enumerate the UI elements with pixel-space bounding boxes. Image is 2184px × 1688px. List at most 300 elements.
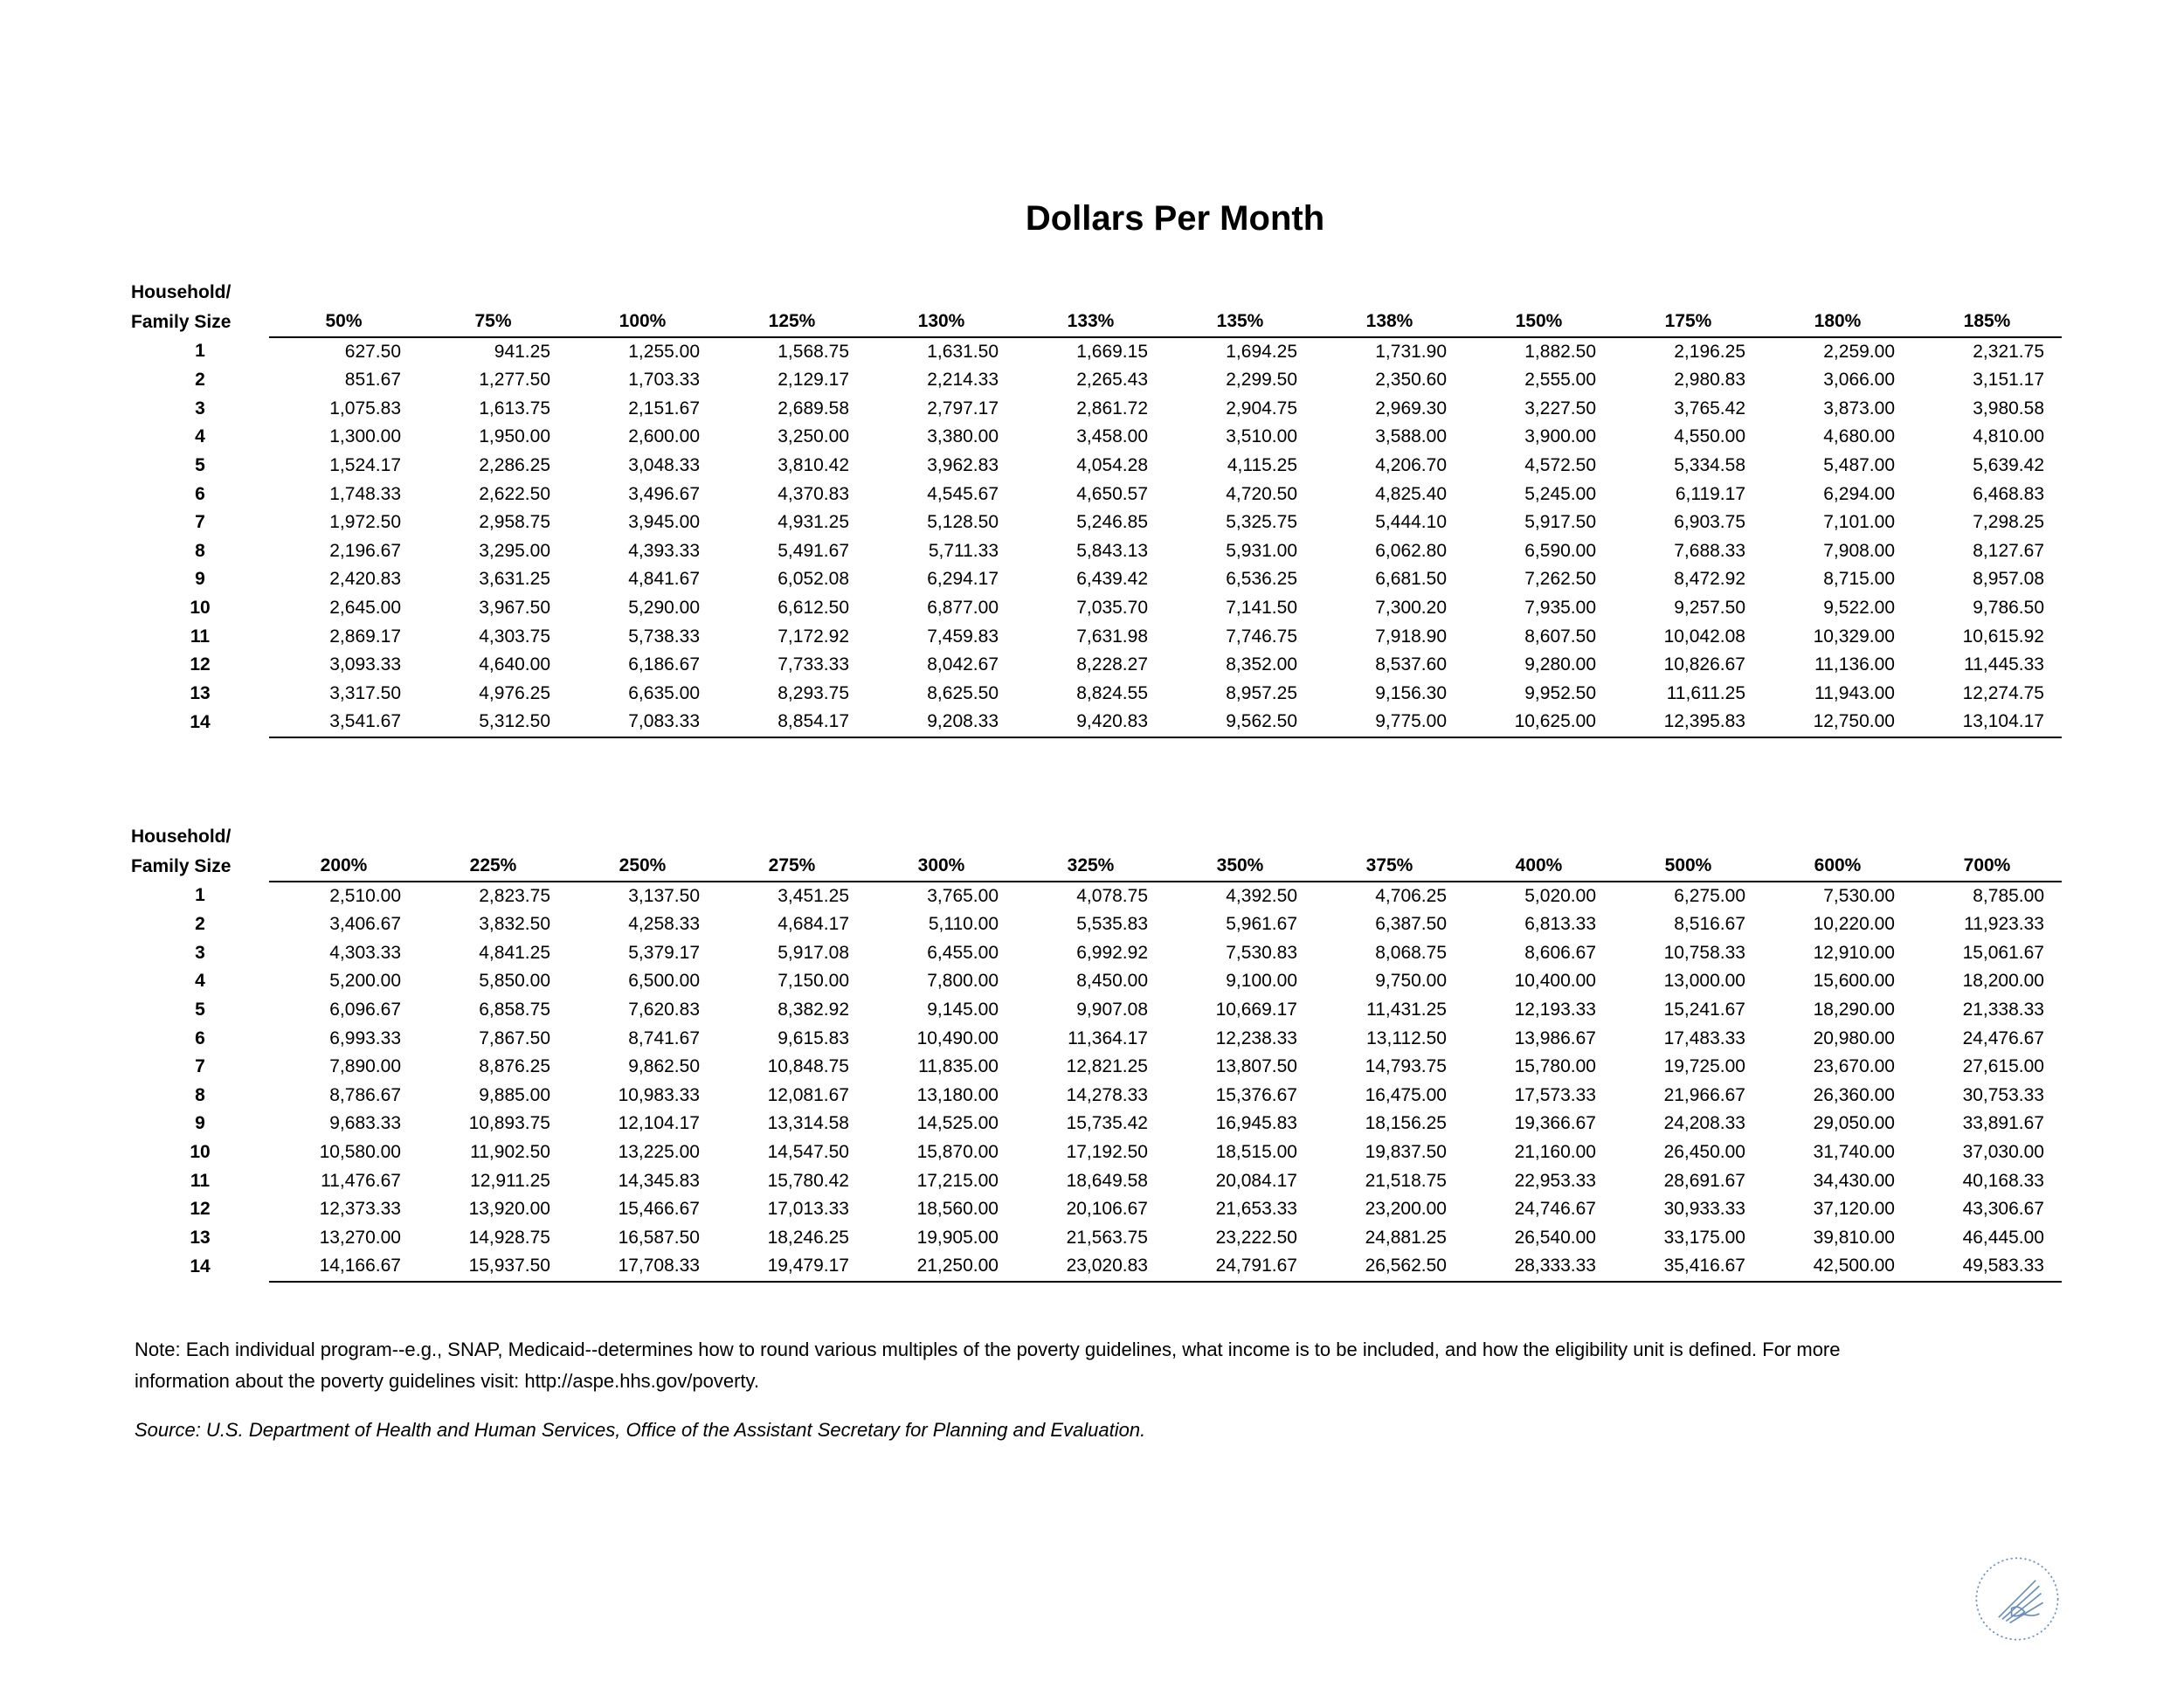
value-cell: 10,329.00 [1813,626,1895,647]
value-cell: 26,540.00 [1514,1227,1596,1248]
value-cell: 26,562.50 [1315,1252,1464,1282]
value-cell: 12,238.33 [1215,1027,1297,1048]
value-cell: 14,928.75 [468,1227,550,1248]
value-cell: 3,458.00 [1076,426,1148,447]
value-cell: 7,867.50 [479,1027,550,1048]
value-cell: 20,084.17 [1215,1170,1297,1191]
value-cell: 8,068.75 [1375,942,1447,963]
value-cell: 5,917.50 [1524,512,1596,533]
value-cell: 3,066.00 [1823,370,1895,391]
value-cell: 22,953.33 [1514,1170,1596,1191]
value-cell: 10,615.92 [1962,626,2044,647]
value-cell: 23,200.00 [1365,1199,1447,1220]
value-cell: 15,735.42 [1066,1113,1148,1134]
value-cell: 7,298.25 [1973,512,2044,533]
value-cell: 5,246.85 [1076,512,1148,533]
value-cell: 4,054.28 [1076,454,1148,475]
value-cell: 3,093.33 [329,654,401,675]
value-cell: 12,081.67 [767,1084,849,1105]
value-cell: 13,270.00 [319,1227,401,1248]
value-cell: 8,293.75 [778,682,849,703]
family-size-cell: 13 [190,1227,211,1248]
value-cell: 19,479.17 [717,1252,867,1282]
value-cell: 9,885.00 [479,1084,550,1105]
value-cell: 3,541.67 [269,708,418,737]
value-cell: 12,104.17 [618,1113,700,1134]
value-cell: 10,669.17 [1215,999,1297,1020]
value-cell: 23,222.50 [1215,1227,1297,1248]
value-cell: 9,522.00 [1823,597,1895,618]
value-cell: 20,980.00 [1813,1027,1895,1048]
value-cell: 24,476.67 [1962,1027,2044,1048]
value-cell: 23,670.00 [1813,1056,1895,1077]
table-row [131,1025,2062,1054]
note-line-1: Note: Each individual program--e.g., SNAP, Medicaid--determines how to round various multiples of the poverty guidelines, what income is to be included, and how the eligibility unit is defined. For more [135,1339,1841,1360]
value-cell: 15,870.00 [916,1141,999,1162]
value-cell: 1,731.90 [1375,341,1447,362]
family-size-cell: 12 [190,1199,211,1220]
value-cell: 12,911.25 [470,1170,550,1191]
value-cell: 11,943.00 [1814,682,1895,703]
value-cell: 7,035.70 [1076,597,1148,618]
value-cell: 15,466.67 [618,1199,700,1220]
value-cell: 6,275.00 [1674,885,1745,906]
value-cell: 4,841.67 [628,569,700,590]
value-cell: 8,876.25 [479,1056,550,1077]
value-cell: 19,725.00 [1663,1056,1745,1077]
family-size-cell: 10 [190,1141,211,1162]
value-cell: 8,785.00 [1973,885,2044,906]
poverty-table-2 [131,822,2062,1283]
value-cell: 4,206.70 [1375,454,1447,475]
value-cell: 9,615.83 [778,1027,849,1048]
value-cell: 33,891.67 [1962,1113,2044,1134]
value-cell: 15,780.00 [1514,1056,1596,1077]
value-cell: 3,137.50 [628,885,700,906]
family-size-cell: 14 [190,1256,211,1276]
table-row [131,882,2062,911]
value-cell: 7,083.33 [568,708,717,737]
value-cell: 2,600.00 [628,426,700,447]
value-cell: 4,545.67 [927,483,999,504]
value-cell: 2,510.00 [329,885,401,906]
value-cell: 5,843.13 [1076,540,1148,561]
value-cell: 31,740.00 [1813,1141,1895,1162]
value-cell: 6,612.50 [778,597,849,618]
value-cell: 10,220.00 [1813,914,1895,935]
value-cell: 2,299.50 [1226,370,1297,391]
value-cell: 14,166.67 [269,1252,418,1282]
value-cell: 13,986.67 [1514,1027,1596,1048]
table-row [131,708,2062,737]
family-size-cell: 2 [195,914,205,935]
value-cell: 10,893.75 [468,1113,550,1134]
value-cell: 2,321.75 [1973,341,2044,362]
value-cell: 14,345.83 [618,1170,700,1191]
value-cell: 8,786.67 [329,1084,401,1105]
value-cell: 11,431.25 [1366,999,1447,1020]
family-size-cell: 9 [195,1113,205,1134]
family-size-cell: 8 [195,1084,205,1105]
family-size-cell: 7 [195,1056,205,1077]
value-cell: 4,078.75 [1076,885,1148,906]
value-cell: 5,738.33 [628,626,700,647]
value-cell: 5,379.17 [628,942,700,963]
column-header: 275% [717,852,867,882]
row-header-label-top: Household/ [131,827,232,847]
column-header: 225% [418,852,568,882]
value-cell: 4,550.00 [1674,426,1745,447]
value-cell: 2,904.75 [1226,398,1297,419]
note-text [135,1334,2074,1397]
column-header: 300% [867,852,1016,882]
value-cell: 7,746.75 [1226,626,1297,647]
value-cell: 6,455.00 [927,942,999,963]
value-cell: 7,172.92 [778,626,849,647]
value-cell: 18,156.25 [1365,1113,1447,1134]
table-row [131,395,2062,424]
value-cell: 1,568.75 [778,341,849,362]
value-cell: 30,933.33 [1663,1199,1745,1220]
table-row [131,423,2062,452]
value-cell: 5,325.75 [1226,512,1297,533]
value-cell: 9,280.00 [1524,654,1596,675]
value-cell: 5,850.00 [479,971,550,992]
family-size-cell: 12 [190,654,211,675]
table-row [131,1167,2062,1196]
value-cell: 6,052.08 [778,569,849,590]
value-cell: 19,837.50 [1365,1141,1447,1162]
value-cell: 6,590.00 [1524,540,1596,561]
value-cell: 9,907.08 [1076,999,1148,1020]
value-cell: 15,600.00 [1813,971,1895,992]
value-cell: 8,472.92 [1674,569,1745,590]
family-size-cell: 8 [195,540,205,561]
table-row [131,680,2062,709]
column-header: 138% [1315,308,1464,337]
value-cell: 6,294.17 [927,569,999,590]
value-cell: 13,920.00 [468,1199,550,1220]
table-row [131,1224,2062,1253]
value-cell: 1,748.33 [329,483,401,504]
value-cell: 46,445.00 [1962,1227,2044,1248]
value-cell: 19,366.67 [1514,1113,1596,1134]
value-cell: 4,680.00 [1823,426,1895,447]
value-cell: 10,758.33 [1663,942,1745,963]
value-cell: 11,364.17 [1068,1027,1148,1048]
header-row [131,308,2062,337]
value-cell: 1,703.33 [628,370,700,391]
value-cell: 23,020.83 [1016,1252,1165,1282]
value-cell: 6,468.83 [1973,483,2044,504]
value-cell: 12,750.00 [1763,708,1912,737]
value-cell: 12,373.33 [319,1199,401,1220]
family-size-cell: 5 [195,454,205,475]
row-header-label-bottom: Family Size [131,855,232,876]
column-header: 325% [1016,852,1165,882]
table-row [131,565,2062,594]
value-cell: 27,615.00 [1962,1056,2044,1077]
value-cell: 12,193.33 [1514,999,1596,1020]
value-cell: 15,241.67 [1663,999,1745,1020]
value-cell: 6,119.17 [1675,483,1745,504]
value-cell: 2,861.72 [1076,398,1148,419]
value-cell: 627.50 [344,341,401,362]
value-cell: 3,048.33 [628,454,700,475]
value-cell: 28,691.67 [1663,1170,1745,1191]
value-cell: 13,314.58 [767,1113,849,1134]
value-cell: 851.67 [344,370,401,391]
value-cell: 8,228.27 [1076,654,1148,675]
value-cell: 11,902.50 [470,1141,550,1162]
value-cell: 11,136.00 [1814,654,1895,675]
value-cell: 49,583.33 [1912,1252,2062,1282]
value-cell: 1,631.50 [927,341,999,362]
table-row [131,1252,2062,1282]
value-cell: 4,370.83 [778,483,849,504]
value-cell: 17,708.33 [568,1252,717,1282]
value-cell: 2,689.58 [778,398,849,419]
value-cell: 5,917.08 [778,942,849,963]
value-cell: 12,821.25 [1066,1056,1148,1077]
value-cell: 9,750.00 [1375,971,1447,992]
header-row-top [131,822,2062,852]
value-cell: 7,688.33 [1674,540,1745,561]
value-cell: 35,416.67 [1614,1252,1763,1282]
value-cell: 8,715.00 [1823,569,1895,590]
family-size-cell: 2 [195,370,205,391]
family-size-cell: 11 [190,626,211,647]
column-header: 75% [418,308,568,337]
family-size-cell: 3 [195,942,205,963]
value-cell: 7,141.50 [1226,597,1297,618]
value-cell: 2,555.00 [1524,370,1596,391]
value-cell: 4,720.50 [1226,483,1297,504]
table-row [131,1053,2062,1082]
table-row [131,996,2062,1025]
value-cell: 13,225.00 [618,1141,700,1162]
column-header: 135% [1165,308,1315,337]
value-cell: 5,491.67 [778,540,849,561]
column-header: 130% [867,308,1016,337]
value-cell: 2,259.00 [1823,341,1895,362]
value-cell: 10,848.75 [767,1056,849,1077]
value-cell: 6,294.00 [1823,483,1895,504]
value-cell: 14,525.00 [916,1113,999,1134]
column-header: 350% [1165,852,1315,882]
value-cell: 6,813.33 [1524,914,1596,935]
value-cell: 13,180.00 [916,1084,999,1105]
column-header: 500% [1614,852,1763,882]
value-cell: 3,250.00 [778,426,849,447]
value-cell: 17,192.50 [1066,1141,1148,1162]
value-cell: 9,952.50 [1524,682,1596,703]
value-cell: 18,560.00 [916,1199,999,1220]
value-cell: 4,931.25 [778,512,849,533]
value-cell: 10,625.00 [1464,708,1614,737]
value-cell: 2,214.33 [927,370,999,391]
value-cell: 24,746.67 [1514,1199,1596,1220]
value-cell: 6,062.80 [1375,540,1447,561]
value-cell: 2,420.83 [329,569,401,590]
value-cell: 3,967.50 [479,597,550,618]
value-cell: 15,780.42 [767,1170,849,1191]
value-cell: 11,923.33 [1964,914,2044,935]
value-cell: 5,128.50 [927,512,999,533]
table-row [131,366,2062,395]
value-cell: 18,246.25 [767,1227,849,1248]
value-cell: 6,858.75 [479,999,550,1020]
value-cell: 20,106.67 [1066,1199,1148,1220]
value-cell: 1,075.83 [329,398,401,419]
value-cell: 5,200.00 [329,971,401,992]
value-cell: 3,810.42 [778,454,849,475]
table-row [131,537,2062,566]
family-size-cell: 4 [195,426,205,447]
value-cell: 5,535.83 [1076,914,1148,935]
value-cell: 11,835.00 [918,1056,999,1077]
value-cell: 7,631.98 [1076,626,1148,647]
value-cell: 17,215.00 [916,1170,999,1191]
value-cell: 8,516.67 [1674,914,1745,935]
value-cell: 16,475.00 [1365,1084,1447,1105]
value-cell: 9,862.50 [628,1056,700,1077]
value-cell: 4,115.25 [1227,454,1297,475]
column-header: 185% [1912,308,2062,337]
value-cell: 3,765.00 [927,885,999,906]
value-cell: 8,382.92 [778,999,849,1020]
value-cell: 10,400.00 [1514,971,1596,992]
value-cell: 7,300.20 [1375,597,1447,618]
value-cell: 2,196.67 [329,540,401,561]
value-cell: 16,587.50 [618,1227,700,1248]
value-cell: 3,227.50 [1524,398,1596,419]
value-cell: 4,640.00 [479,654,550,675]
value-cell: 39,810.00 [1813,1227,1895,1248]
value-cell: 1,300.00 [329,426,401,447]
table-row [131,594,2062,623]
value-cell: 14,547.50 [767,1141,849,1162]
value-cell: 16,945.83 [1215,1113,1297,1134]
hhs-eagle-seal-icon [1971,1553,2063,1645]
value-cell: 6,903.75 [1674,512,1745,533]
value-cell: 2,958.75 [479,512,550,533]
table-row [131,651,2062,680]
column-header: 50% [269,308,418,337]
value-cell: 11,445.33 [1964,654,2044,675]
table-row [131,1082,2062,1110]
value-cell: 9,775.00 [1315,708,1464,737]
value-cell: 5,931.00 [1226,540,1297,561]
value-cell: 2,980.83 [1674,370,1745,391]
value-cell: 5,961.67 [1226,914,1297,935]
value-cell: 17,013.33 [767,1199,849,1220]
value-cell: 33,175.00 [1663,1227,1745,1248]
value-cell: 12,395.83 [1614,708,1763,737]
column-header: 150% [1464,308,1614,337]
value-cell: 5,110.00 [928,914,999,935]
value-cell: 1,972.50 [329,512,401,533]
value-cell: 2,265.43 [1076,370,1148,391]
value-cell: 21,250.00 [867,1252,1016,1282]
value-cell: 3,496.67 [628,483,700,504]
table-row [131,452,2062,481]
value-cell: 18,649.58 [1066,1170,1148,1191]
value-cell: 14,278.33 [1066,1084,1148,1105]
value-cell: 5,444.10 [1375,512,1447,533]
value-cell: 6,096.67 [329,999,401,1020]
value-cell: 1,524.17 [329,454,401,475]
value-cell: 2,196.25 [1674,341,1745,362]
family-size-cell: 6 [195,1027,205,1048]
value-cell: 26,360.00 [1813,1084,1895,1105]
value-cell: 2,151.67 [628,398,700,419]
value-cell: 9,420.83 [1016,708,1165,737]
value-cell: 3,765.42 [1674,398,1745,419]
value-cell: 3,380.00 [927,426,999,447]
family-size-cell: 1 [195,341,205,362]
column-header: 600% [1763,852,1912,882]
value-cell: 7,459.83 [927,626,999,647]
table-row [131,939,2062,968]
value-cell: 8,854.17 [717,708,867,737]
value-cell: 2,969.30 [1375,398,1447,419]
value-cell: 7,733.33 [778,654,849,675]
value-cell: 26,450.00 [1663,1141,1745,1162]
value-cell: 941.25 [494,341,550,362]
header-row [131,852,2062,882]
value-cell: 24,208.33 [1663,1113,1745,1134]
family-size-cell: 6 [195,483,205,504]
value-cell: 5,334.58 [1674,454,1745,475]
value-cell: 5,711.33 [928,540,999,561]
value-cell: 15,376.67 [1215,1084,1297,1105]
value-cell: 1,255.00 [628,341,700,362]
value-cell: 9,257.50 [1674,597,1745,618]
value-cell: 1,882.50 [1524,341,1596,362]
table-row [131,910,2062,939]
value-cell: 8,607.50 [1524,626,1596,647]
value-cell: 4,976.25 [479,682,550,703]
value-cell: 5,290.00 [628,597,700,618]
value-cell: 1,277.50 [479,370,550,391]
value-cell: 24,791.67 [1165,1252,1315,1282]
value-cell: 1,613.75 [479,398,550,419]
value-cell: 11,476.67 [321,1170,401,1191]
value-cell: 3,962.83 [927,454,999,475]
table-row [131,508,2062,537]
value-cell: 28,333.33 [1464,1252,1614,1282]
table-row [131,1110,2062,1138]
column-header: 700% [1912,852,2062,882]
value-cell: 10,826.67 [1663,654,1745,675]
value-cell: 2,286.25 [479,454,550,475]
value-cell: 9,100.00 [1226,971,1297,992]
column-header: 400% [1464,852,1614,882]
value-cell: 4,825.40 [1375,483,1447,504]
value-cell: 18,200.00 [1962,971,2044,992]
value-cell: 6,877.00 [927,597,999,618]
value-cell: 1,669.15 [1076,341,1148,362]
value-cell: 4,650.57 [1076,483,1148,504]
value-cell: 3,945.00 [628,512,700,533]
value-cell: 4,392.50 [1226,885,1297,906]
table-row [131,337,2062,367]
value-cell: 7,101.00 [1823,512,1895,533]
value-cell: 14,793.75 [1365,1056,1447,1077]
value-cell: 40,168.33 [1962,1170,2044,1191]
value-cell: 7,150.00 [778,971,849,992]
